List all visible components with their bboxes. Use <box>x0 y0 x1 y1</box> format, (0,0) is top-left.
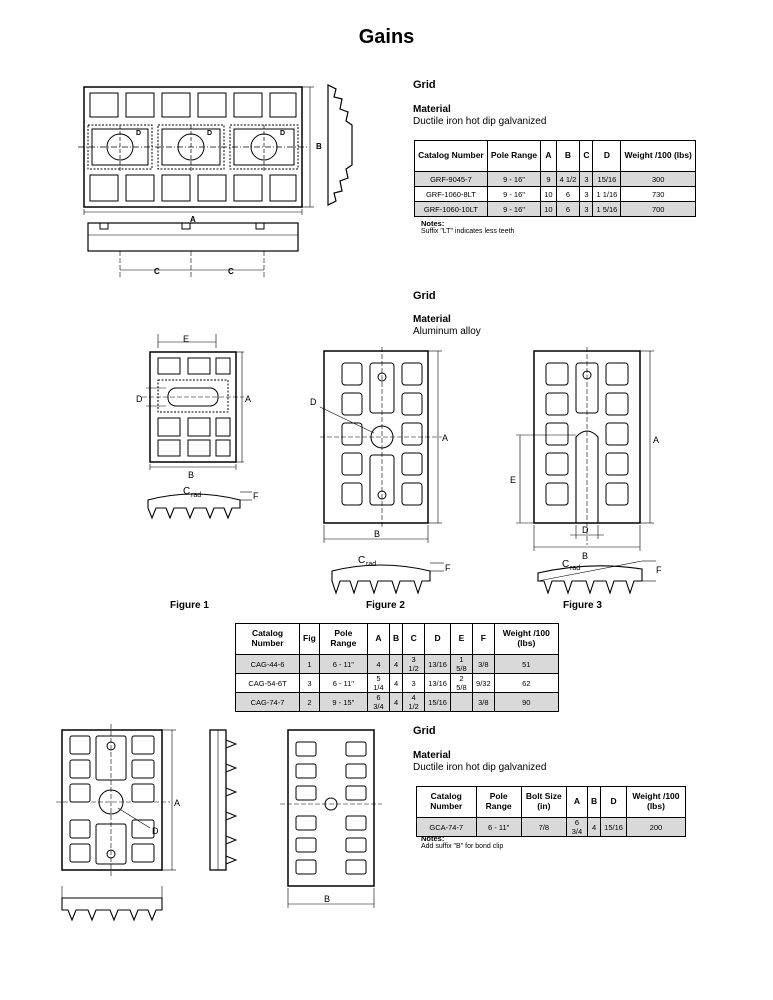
column-header: C <box>403 624 425 655</box>
dim-label-d: D <box>152 826 159 836</box>
table-cell: 51 <box>494 655 558 674</box>
column-header: B <box>556 141 580 172</box>
table-cell: 9 - 16" <box>487 202 540 217</box>
dim-label-c: C <box>154 267 160 276</box>
section2-material-label: Material <box>413 314 451 325</box>
figure1-drawing <box>128 328 263 528</box>
dim-label-c: C <box>183 486 191 497</box>
table-cell: 3 1/2 <box>403 655 425 674</box>
column-header: F <box>473 624 495 655</box>
table-cell: 9 - 15" <box>319 693 367 712</box>
table-cell: 1 <box>300 655 320 674</box>
dim-label-d: D <box>582 525 589 535</box>
table-cell: CAG-54-6T <box>236 674 300 693</box>
table-cell: 6 - 11" <box>319 674 367 693</box>
table-row <box>415 202 696 217</box>
column-header: D <box>601 787 627 818</box>
page-title: Gains <box>358 26 415 48</box>
table-cell: 4 1/2 <box>403 693 425 712</box>
table-cell: 6 - 11" <box>476 818 521 837</box>
column-header: Pole Range <box>319 624 367 655</box>
table-cell: 4 <box>588 818 601 837</box>
dim-label-rad: rad <box>366 561 377 568</box>
table-cell: 3/8 <box>473 655 495 674</box>
dim-label-a: A <box>442 433 449 443</box>
column-header: B <box>389 624 402 655</box>
table-header-row <box>415 141 696 172</box>
column-header: B <box>588 787 601 818</box>
table-cell: CAG-74-7 <box>236 693 300 712</box>
column-header: Bolt Size (in) <box>521 787 566 818</box>
section3-spec-table <box>416 786 686 837</box>
column-header: Catalog Number <box>417 787 477 818</box>
table-cell: 4 <box>389 693 402 712</box>
section3-material-label: Material <box>413 750 451 761</box>
dim-label-b: B <box>374 529 381 539</box>
table-cell: 1 5/8 <box>450 655 472 674</box>
table-cell: 6 <box>556 187 580 202</box>
table-cell <box>450 693 472 712</box>
column-header: A <box>541 141 556 172</box>
section1-title: Grid <box>413 79 436 91</box>
table-cell: 3 <box>580 187 593 202</box>
table-cell: 4 <box>389 674 402 693</box>
table-row <box>236 674 559 693</box>
table-cell: 9 <box>541 172 556 187</box>
dim-label-d: D <box>310 397 317 407</box>
section1-material: Ductile iron hot dip galvanized <box>413 116 547 127</box>
section3-title: Grid <box>413 725 436 737</box>
table-cell: 700 <box>621 202 696 217</box>
table-cell: 1 5/16 <box>593 202 621 217</box>
dim-label-a: A <box>245 394 252 404</box>
table-row <box>415 187 696 202</box>
table-cell: 7/8 <box>521 818 566 837</box>
dim-label-c: C <box>562 559 570 570</box>
figure3-drawing <box>510 345 670 605</box>
table-row <box>236 655 559 674</box>
table-cell: 10 <box>541 187 556 202</box>
table-cell: 6 3/4 <box>367 693 389 712</box>
section1-spec-table <box>414 140 696 217</box>
dim-label-f: F <box>253 491 259 501</box>
table-cell: 4 <box>367 655 389 674</box>
column-header: Weight /100 (lbs) <box>626 787 685 818</box>
table-cell: 4 <box>389 655 402 674</box>
dim-label-b: B <box>324 894 331 904</box>
dim-label-f: F <box>656 565 662 575</box>
table-row <box>417 818 686 837</box>
dim-label-d: D <box>136 394 143 404</box>
column-header: A <box>566 787 587 818</box>
dim-label-e: E <box>183 334 190 344</box>
table-cell: 6 - 11" <box>319 655 367 674</box>
table-cell: 13/16 <box>425 674 451 693</box>
section3-grid-drawing <box>52 720 392 940</box>
dim-label-rad: rad <box>570 565 581 572</box>
section1-material-label: Material <box>413 104 451 115</box>
table-cell: 5 1/4 <box>367 674 389 693</box>
dim-label-a: A <box>190 215 196 224</box>
dim-label-b: B <box>316 142 322 151</box>
table-cell: 6 <box>556 202 580 217</box>
table-cell: 3 <box>403 674 425 693</box>
figure1-caption: Figure 1 <box>170 600 209 611</box>
dim-label-a: A <box>174 798 181 808</box>
table-cell: 15/16 <box>593 172 621 187</box>
column-header: Weight /100 (lbs) <box>621 141 696 172</box>
column-header: Pole Range <box>487 141 540 172</box>
table-cell: 6 3/4 <box>566 818 587 837</box>
figure3-caption: Figure 3 <box>563 600 602 611</box>
dim-label-f: F <box>445 563 451 573</box>
table-cell: 2 5/8 <box>450 674 472 693</box>
section2-title: Grid <box>413 290 436 302</box>
column-header: Catalog Number <box>415 141 488 172</box>
column-header: Weight /100 (lbs) <box>494 624 558 655</box>
table-row <box>415 172 696 187</box>
table-cell: 10 <box>541 202 556 217</box>
column-header: D <box>425 624 451 655</box>
column-header: Pole Range <box>476 787 521 818</box>
table-cell: 9 - 16" <box>487 172 540 187</box>
table-cell: 90 <box>494 693 558 712</box>
table-cell: GRF-1060-10LT <box>415 202 488 217</box>
table-cell: CAG-44-6 <box>236 655 300 674</box>
table-cell: GRF-1060-8LT <box>415 187 488 202</box>
column-header: Catalog Number <box>236 624 300 655</box>
column-header: D <box>593 141 621 172</box>
table-cell: 3 <box>580 172 593 187</box>
column-header: E <box>450 624 472 655</box>
section2-spec-table <box>235 623 559 712</box>
dim-label-d: D <box>136 130 142 137</box>
table-cell: 9 - 16" <box>487 187 540 202</box>
table-cell: 15/16 <box>601 818 627 837</box>
table-header-row <box>236 624 559 655</box>
table-cell: 2 <box>300 693 320 712</box>
section2-material: Aluminum alloy <box>413 326 481 337</box>
column-header: A <box>367 624 389 655</box>
table-cell: GRF-9045-7 <box>415 172 488 187</box>
table-cell: 3/8 <box>473 693 495 712</box>
table-cell: 3 <box>580 202 593 217</box>
dim-label-d: D <box>280 130 286 137</box>
figure2-drawing <box>302 345 462 605</box>
table-cell: 4 1/2 <box>556 172 580 187</box>
section3-notes: Add suffix "B" for bond clip <box>421 843 504 850</box>
dim-label-a: A <box>653 435 660 445</box>
dim-label-b: B <box>188 470 195 480</box>
table-cell: 1 1/16 <box>593 187 621 202</box>
section3-material: Ductile iron hot dip galvanized <box>413 762 547 773</box>
table-cell: 200 <box>626 818 685 837</box>
table-cell: 15/16 <box>425 693 451 712</box>
table-row <box>236 693 559 712</box>
table-header-row <box>417 787 686 818</box>
section3-notes-label: Notes: <box>421 834 445 843</box>
column-header: Fig <box>300 624 320 655</box>
section1-notes-label: Notes: <box>421 219 445 228</box>
section1-notes: Suffix "LT" indicates less teeth <box>421 228 515 235</box>
table-cell: 730 <box>621 187 696 202</box>
table-cell: 9/32 <box>473 674 495 693</box>
dim-label-rad: rad <box>191 492 202 499</box>
column-header: C <box>580 141 593 172</box>
table-cell: 3 <box>300 674 320 693</box>
dim-label-c: C <box>358 555 366 566</box>
dim-label-d: D <box>207 130 213 137</box>
dim-label-b: B <box>582 551 589 561</box>
table-cell: 13/16 <box>425 655 451 674</box>
section1-grid-drawing <box>70 75 370 290</box>
table-cell: GCA-74-7 <box>417 818 477 837</box>
figure2-caption: Figure 2 <box>366 600 405 611</box>
table-cell: 62 <box>494 674 558 693</box>
dim-label-e: E <box>510 475 517 485</box>
dim-label-c: C <box>228 267 234 276</box>
table-cell: 300 <box>621 172 696 187</box>
